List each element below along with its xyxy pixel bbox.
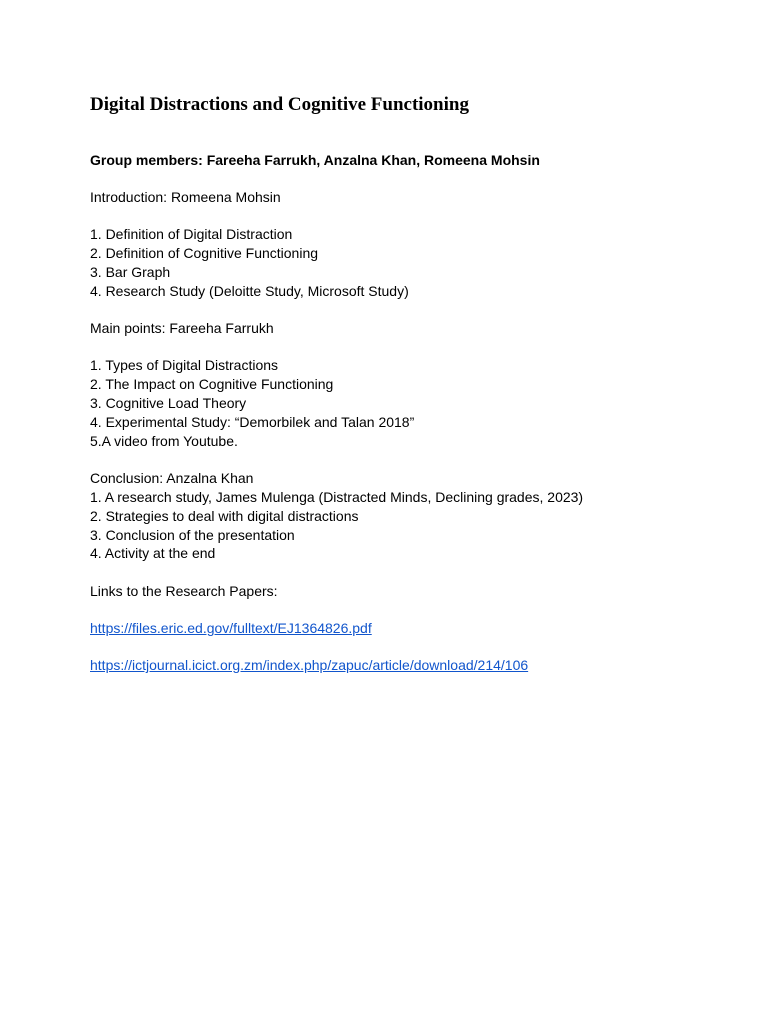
research-link-ictjournal-text[interactable]: https://ictjournal.icict.org.zm/index.php/zapuc/article/download/214/106 — [90, 657, 529, 673]
list-item: 2. The Impact on Cognitive Functioning — [90, 376, 334, 392]
research-link-eric-text[interactable]: https://files.eric.ed.gov/fulltext/EJ1364826.pdf — [90, 620, 372, 636]
introduction-heading: Introduction: Romeena Mohsin — [90, 189, 281, 205]
list-item: 3. Conclusion of the presentation — [90, 527, 295, 543]
list-item: 3. Bar Graph — [90, 264, 171, 280]
conclusion-heading: Conclusion: Anzalna Khan — [90, 470, 254, 486]
list-item: 4. Experimental Study: “Demorbilek and Talan 2018” — [90, 414, 415, 430]
main-points-heading: Main points: Fareeha Farrukh — [90, 320, 274, 336]
list-item: 1. Definition of Digital Distraction — [90, 226, 293, 242]
list-item: 4. Research Study (Deloitte Study, Microsoft Study) — [90, 283, 409, 299]
document-title: Digital Distractions and Cognitive Functioning — [90, 94, 469, 115]
research-link-eric[interactable] — [90, 619, 372, 637]
list-item: 5.A video from Youtube. — [90, 433, 238, 449]
group-members: Group members: Fareeha Farrukh, Anzalna Khan, Romeena Mohsin — [90, 152, 540, 168]
list-item: 2. Definition of Cognitive Functioning — [90, 245, 319, 261]
list-item: 1. Types of Digital Distractions — [90, 357, 279, 373]
list-item: 4. Activity at the end — [90, 545, 216, 561]
links-heading: Links to the Research Papers: — [90, 583, 278, 599]
list-item: 2. Strategies to deal with digital distractions — [90, 508, 359, 524]
research-link-ictjournal[interactable] — [90, 656, 528, 674]
list-item: 3. Cognitive Load Theory — [90, 395, 247, 411]
list-item: 1. A research study, James Mulenga (Distracted Minds, Declining grades, 2023) — [90, 489, 584, 505]
